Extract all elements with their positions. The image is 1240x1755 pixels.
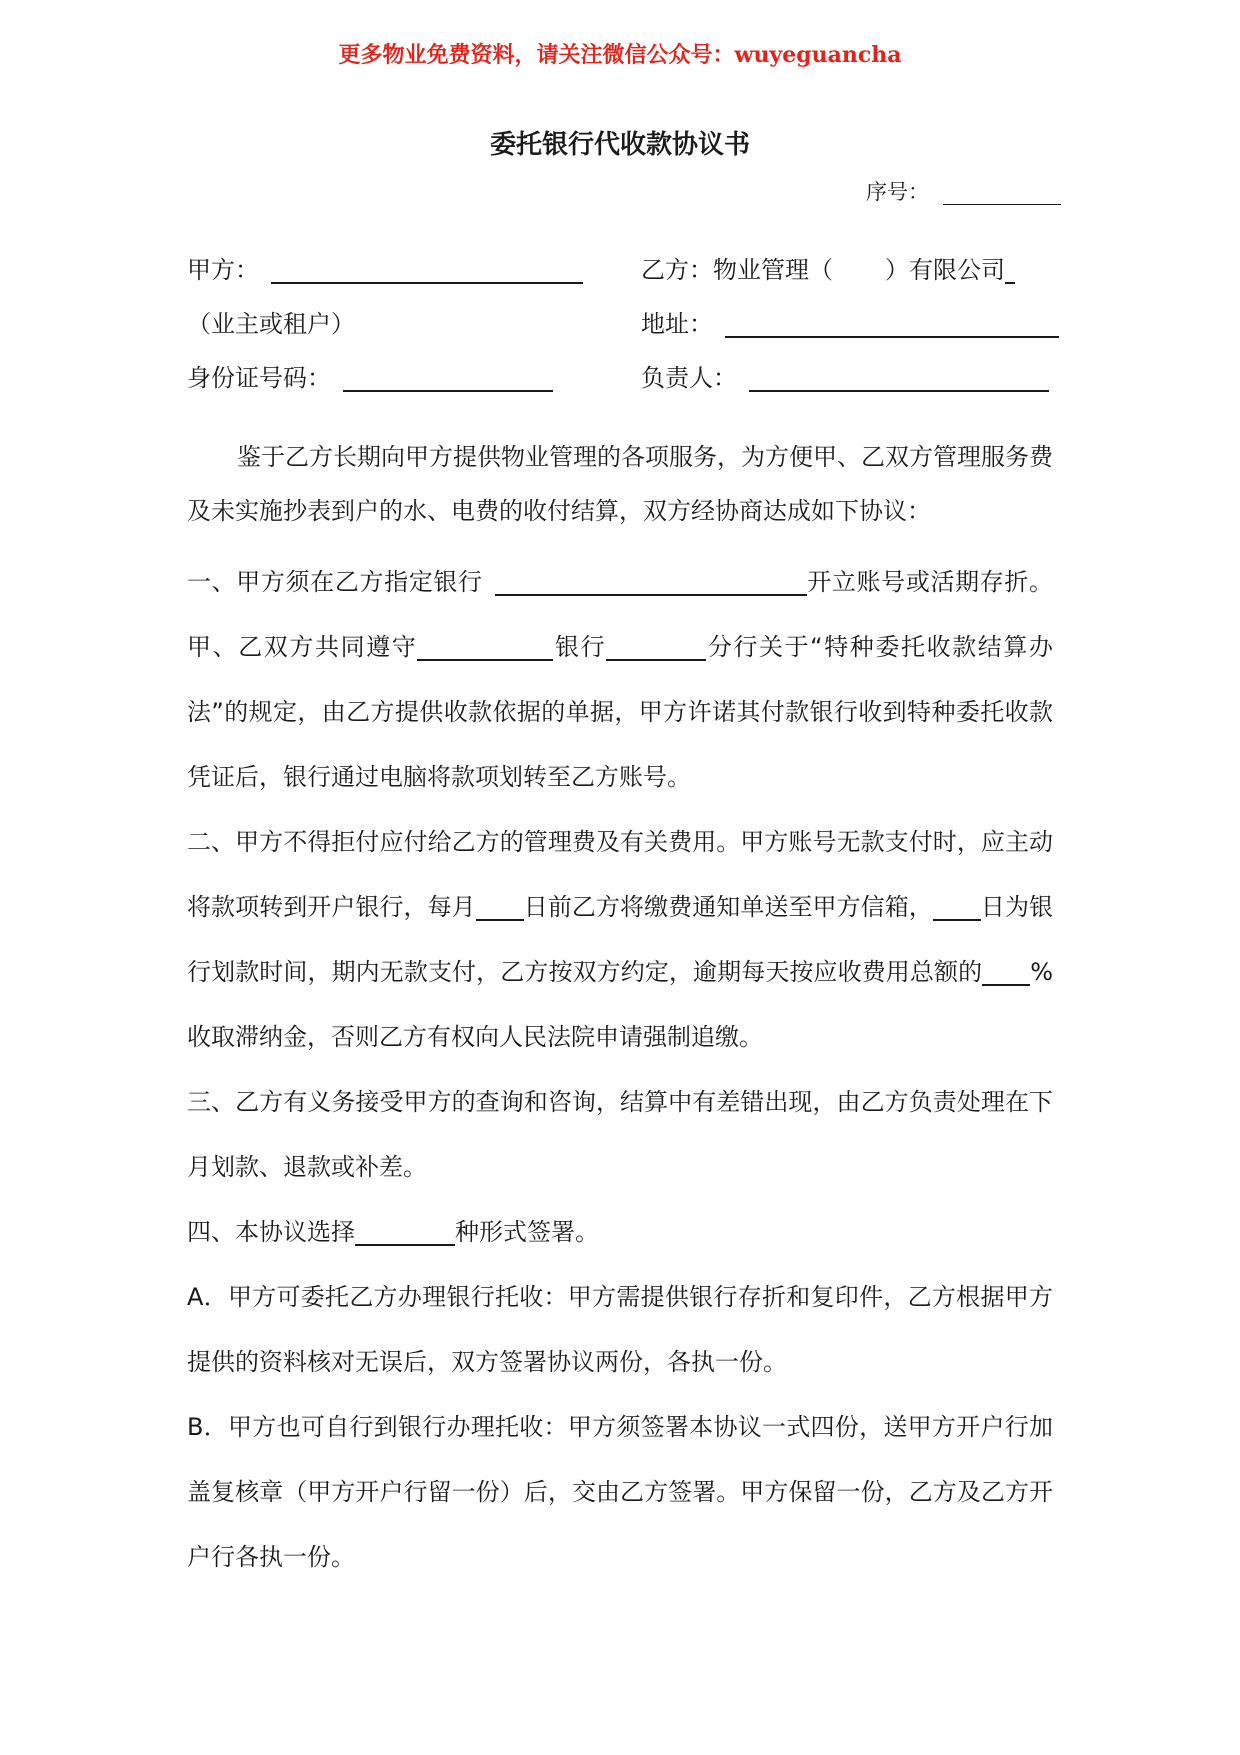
debit-day-blank xyxy=(933,893,981,921)
clause-1-text xyxy=(187,550,1053,810)
option-b-text: B．甲方也可自行到银行办理托收：甲方须签署本协议一式四份，送甲方开户行加盖复核章（甲方开户行留一份）后，交由乙方签署。甲方保留一份，乙方及乙方开户行各执一份。 xyxy=(187,1413,1053,1571)
serial-number xyxy=(866,176,1061,206)
clause-1-part-c: 甲、乙双方共同遵守 xyxy=(187,633,418,661)
party-a-label: 甲方： xyxy=(187,256,259,284)
option-b xyxy=(187,1395,1053,1590)
clause-1 xyxy=(187,550,1053,810)
clause-4-part-b: 种形式签署。 xyxy=(455,1218,599,1246)
clause-3 xyxy=(187,1070,1053,1200)
option-a xyxy=(187,1265,1053,1395)
id-number-field xyxy=(187,358,553,393)
serial-label: 序号： xyxy=(866,180,929,204)
bank-name-blank xyxy=(417,633,553,661)
intro-text: 鉴于乙方长期向甲方提供物业管理的各项服务，为方便甲、乙双方管理服务费及未实施抄表到户的水、电费的收付结算，双方经协商达成如下协议： xyxy=(187,443,1053,525)
party-b-label-suffix: ）有限公司 xyxy=(885,256,1005,284)
address-field xyxy=(641,304,1059,339)
clause-2-text xyxy=(187,810,1053,1070)
party-a-blank xyxy=(271,256,583,284)
party-b-tail-blank xyxy=(1005,256,1015,284)
party-a-note: （业主或租户） xyxy=(187,310,355,338)
clause-4-part-a: 四、本协议选择 xyxy=(187,1218,355,1246)
document-title: 委托银行代收款协议书 xyxy=(489,130,750,160)
signing-form-blank xyxy=(355,1218,455,1246)
intro-paragraph xyxy=(187,430,1053,538)
option-a-text: A．甲方可委托乙方办理银行托收：甲方需提供银行存折和复印件，乙方根据甲方提供的资料核对无误后，双方签署协议两份，各执一份。 xyxy=(187,1283,1053,1376)
clause-2-part-a: 二、甲方不得拒付应付给乙方的管理费及有关费用。甲方账号无款支付时，应主动将款项转到开户银行，每月 xyxy=(187,828,1053,921)
branch-name-blank xyxy=(606,633,706,661)
serial-blank xyxy=(943,184,1061,205)
address-label: 地址： xyxy=(641,310,713,338)
clause-1-part-e: 分行关于“特种委托收款结算办法”的规定，由乙方提供收款依据的单据，甲方许诺其付款银行收到特种委托收款凭证后，银行通过电脑将款项划转至乙方账号。 xyxy=(187,633,1053,791)
clause-2-part-c: 日为银行划款时间，期内无款支付，乙方按双方约定，逾期每天按应收费用总额的 xyxy=(187,893,1054,986)
clause-2 xyxy=(187,810,1053,1070)
responsible-person-field xyxy=(641,358,1049,393)
clause-2-part-d: %收取滞纳金，否则乙方有权向人民法院申请强制追缴。 xyxy=(187,958,1053,1051)
notice-day-blank xyxy=(476,893,524,921)
responsible-person-blank xyxy=(749,364,1049,392)
address-blank xyxy=(725,310,1059,338)
clause-2-part-b: 日前乙方将缴费通知单送至甲方信箱， xyxy=(523,893,933,921)
late-fee-rate-blank xyxy=(982,958,1030,986)
clause-1-part-d: 银行 xyxy=(553,633,607,661)
id-number-label: 身份证号码： xyxy=(187,364,331,392)
designated-bank-blank xyxy=(495,568,807,596)
party-a-field xyxy=(187,250,583,285)
clause-1-part-b: 开立账号或活期存折。 xyxy=(806,568,1054,596)
party-b-field xyxy=(641,250,1015,285)
clause-3-text: 三、乙方有义务接受甲方的查询和咨询，结算中有差错出现，由乙方负责处理在下月划款、退款或补差。 xyxy=(187,1088,1053,1181)
promo-banner: 更多物业免费资料，请关注微信公众号：wuyeguancha xyxy=(338,42,902,68)
party-b-label-prefix: 乙方：物业管理（ xyxy=(641,256,833,284)
clause-1-part-a: 一、甲方须在乙方指定银行 xyxy=(187,568,483,596)
id-number-blank xyxy=(343,364,553,392)
clause-4-text xyxy=(187,1200,1053,1265)
clause-4 xyxy=(187,1200,1053,1265)
responsible-person-label: 负责人： xyxy=(641,364,737,392)
